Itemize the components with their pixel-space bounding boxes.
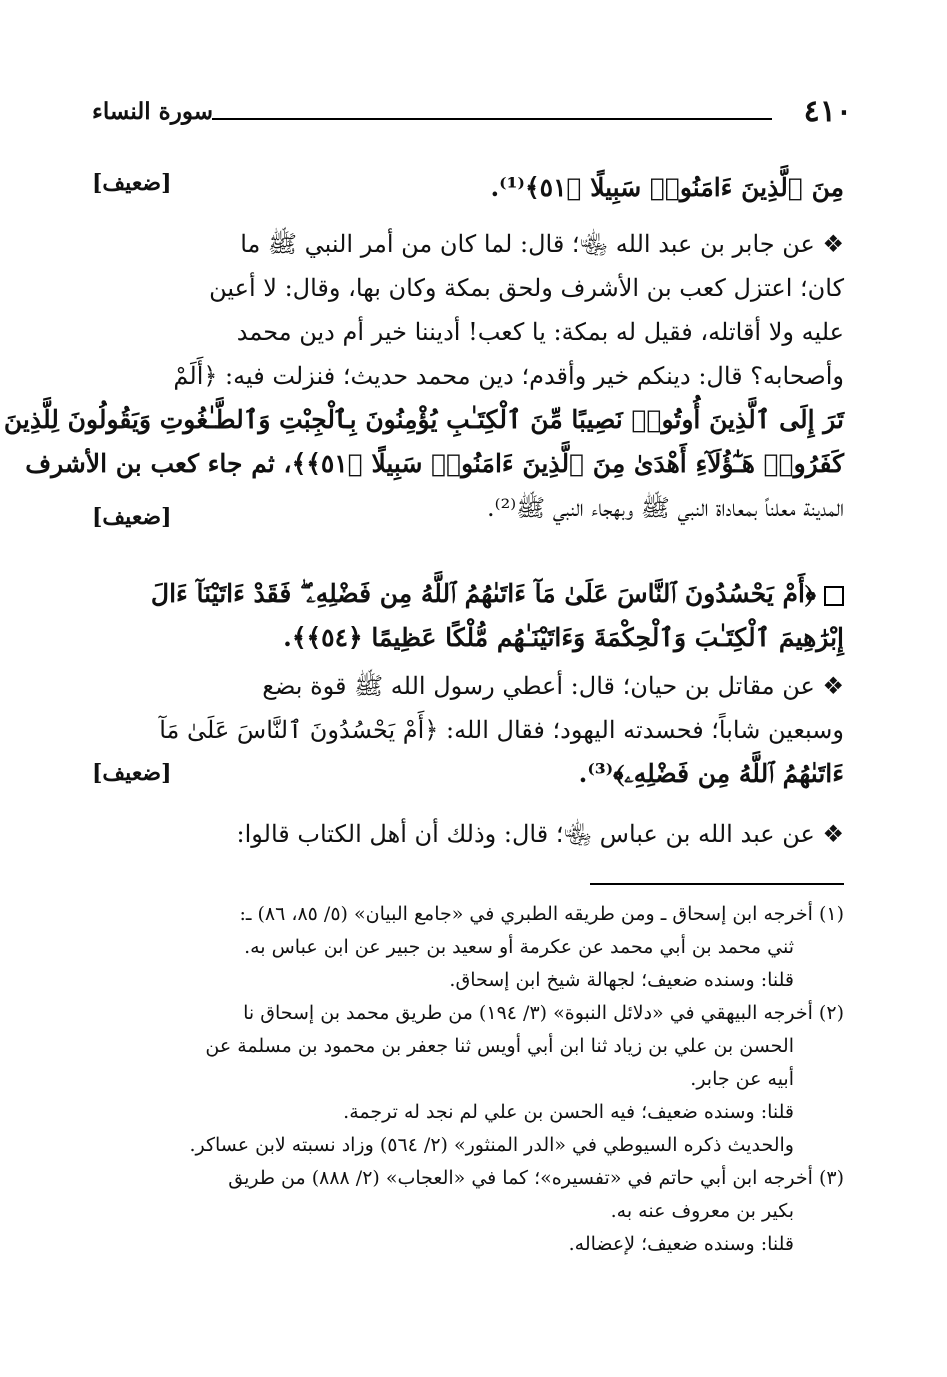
grade-label: [ضعيف] xyxy=(92,760,172,786)
footnote-line: بكير بن معروف عنه به. xyxy=(610,1200,794,1222)
square-marker-icon xyxy=(824,586,844,606)
footnote-line: أبيه عن جابر. xyxy=(690,1068,794,1090)
grade-label: [ضعيف] xyxy=(92,504,172,530)
verse-line: إِبْرَٰهِيمَ ٱلْكِتَـٰبَ وَٱلْحِكْمَةَ وَءَاتَيْنَـٰهُم مُّلْكًا عَظِيمًا ﴿٥٤﴾﴾. xyxy=(283,623,844,652)
verse-line: ءَاتَىٰهُمُ ٱللَّهُ مِن فَضْلِهِۦ﴾⁽³⁾. xyxy=(578,759,844,788)
footnote-line: الحسن بن علي بن زياد ثنا ابن أبي أويس ثنا جعفر بن محمود بن مسلمة عن xyxy=(205,1035,794,1057)
footnote-1 xyxy=(92,898,844,997)
verse-text: ﴿أَمْ يَحْسُدُونَ ٱلنَّاسَ عَلَىٰ مَآ ءَاتَىٰهُمُ ٱللَّهُ مِن فَضْلِهِۦ ۖ فَقَدْ ءَاتَيْنَآ ءَالَ xyxy=(150,579,816,608)
text-line: وسبعين شاباً؛ فحسدته اليهود؛ فقال الله: ﴿أَمْ يَحْسُدُونَ ٱلنَّاسَ عَلَىٰ مَآ xyxy=(159,716,844,744)
text-line: وأصحابه؟ قال: دينكم خير وأقدم؛ دين محمد حديث؛ فنزلت فيه: ﴿أَلَمْ xyxy=(173,362,844,390)
text-line: كان؛ اعتزل كعب بن الأشرف ولحق بمكة وكان بها، وقال: لا أعين xyxy=(209,274,844,302)
footnote-line: والحديث ذكره السيوطي في «الدر المنثور» (٢/ ٥٦٤) وزاد نسبته لابن عساكر. xyxy=(189,1134,794,1156)
footnote-line: (٣) أخرجه ابن أبي حاتم في «تفسيره»؛ كما في «العجاب» (٢/ ٨٨٨) من طريق xyxy=(228,1167,844,1189)
footnote-line: قلنا: وسنده ضعيف؛ لجهالة شيخ ابن إسحاق. xyxy=(449,969,794,991)
text-line: ❖ عن مقاتل بن حيان؛ قال: أعطي رسول الله ﷺ قوة بضع xyxy=(262,672,844,700)
verse-line xyxy=(92,572,844,616)
footnote-line: (١) أخرجه ابن إسحاق ـ ومن طريقه الطبري في «جامع البيان» (٥/ ٨٥، ٨٦) ـ: xyxy=(239,903,844,925)
verse-line: مِنَ ٱلَّذِينَ ءَامَنُوا۟ سَبِيلًا ﴿٥١﴾⁽¹⁾. xyxy=(490,173,844,202)
footnotes xyxy=(92,898,844,1261)
verse-block-1 xyxy=(92,166,844,210)
text-line: ❖ عن عبد الله بن عباس ﵄؛ قال: وذلك أن أهل الكتاب قالوا: xyxy=(236,820,844,848)
text-line: ❖ عن جابر بن عبد الله ﵄؛ قال: لما كان من أمر النبي ﷺ ما xyxy=(240,230,844,258)
footnote-2 xyxy=(92,997,844,1162)
footnote-line: (٢) أخرجه البيهقي في «دلائل النبوة» (٣/ ١٩٤) من طريق محمد بن إسحاق نا xyxy=(243,1002,844,1024)
page-header xyxy=(92,92,852,132)
text-line: عليه ولا أقاتله، فقيل له بمكة: يا كعب! أديننا خير أم دين محمد xyxy=(236,318,844,346)
footnote-rule xyxy=(590,883,844,885)
narration-muqatil xyxy=(92,664,844,796)
surah-title: سورة النساء xyxy=(92,98,213,125)
footnote-3 xyxy=(92,1162,844,1261)
verse-block-54 xyxy=(92,572,844,660)
footnote-line: قلنا: وسنده ضعيف؛ فيه الحسن بن علي لم نجد له ترجمة. xyxy=(343,1101,794,1123)
verse-line: كَفَرُوا۟ هَـٰٓؤُلَآءِ أَهْدَىٰ مِنَ ٱلَّذِينَ ءَامَنُوا۟ سَبِيلًا ﴿٥١﴾﴾، ثم جاء كعب بن الأشرف xyxy=(25,449,844,478)
grade-label: [ضعيف] xyxy=(92,170,172,196)
narration-ibn-abbas xyxy=(92,812,844,856)
text-line: المدينة معلناً بمعاداة النبي ﷺ وبهجاء النبي ﷺ⁽²⁾. xyxy=(487,494,844,522)
page-number: ٤١٠ xyxy=(803,94,852,129)
footnote-line: قلنا: وسنده ضعيف؛ لإعضاله. xyxy=(568,1233,794,1255)
verse-line: تَرَ إِلَى ٱلَّذِينَ أُوتُوا۟ نَصِيبًا مِّنَ ٱلْكِتَـٰبِ يُؤْمِنُونَ بِٱلْجِبْتِ وَٱلطَّـٰغُوتِ وَيَقُولُونَ لِلَّذِينَ xyxy=(3,405,844,434)
footnote-line: ثني محمد بن أبي محمد عن عكرمة أو سعيد بن جبير عن ابن عباس به. xyxy=(244,936,794,958)
header-rule xyxy=(212,118,772,120)
narration-jabir xyxy=(3,222,844,530)
